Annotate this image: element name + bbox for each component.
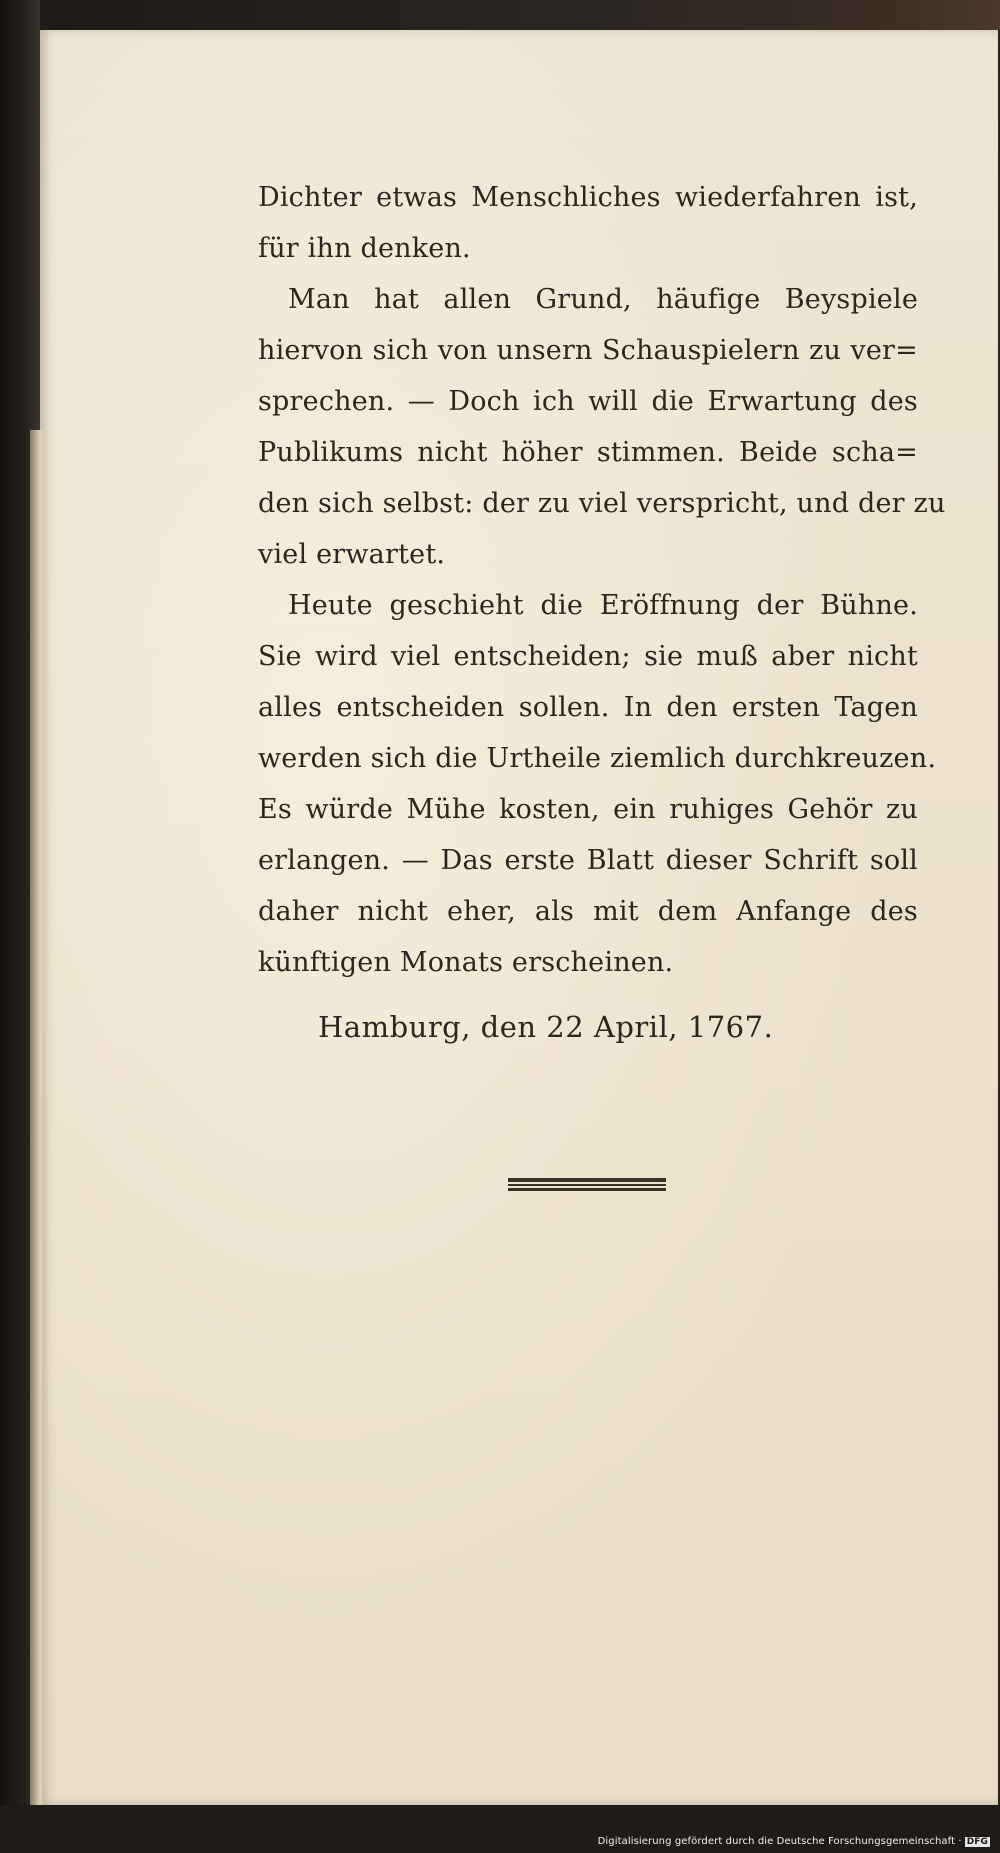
rule-bar	[508, 1178, 666, 1182]
dateline: Hamburg, den 22 April, 1767.	[318, 1010, 774, 1044]
rule-bar	[508, 1188, 666, 1191]
ornamental-rule	[508, 1178, 666, 1192]
digitization-credit	[598, 1836, 990, 1847]
page-edge-shadow	[30, 430, 42, 1810]
text-line: alles entscheiden sollen. In den ersten Tagen	[258, 692, 918, 723]
text-line: hiervon sich von unsern Schauspielern zu ver=	[258, 335, 918, 366]
credit-text: Digitalisierung gefördert durch die Deutsche Forschungsgemeinschaft ·	[597, 1836, 962, 1847]
text-line: Heute geschieht die Eröffnung der Bühne.	[288, 590, 918, 621]
text-line: Publikums nicht höher stimmen. Beide scha=	[258, 437, 918, 468]
text-line: Es würde Mühe kosten, ein ruhiges Gehör zu	[258, 794, 918, 825]
text-line: den sich selbst: der zu viel verspricht, und der zu	[258, 488, 946, 519]
text-line: Sie wird viel entscheiden; sie muß aber nicht	[258, 641, 918, 672]
text-line: künftigen Monats erscheinen.	[258, 947, 674, 978]
text-line: erlangen. — Das erste Blatt dieser Schrift soll	[258, 845, 918, 876]
text-line: sprechen. — Doch ich will die Erwartung des	[258, 386, 918, 417]
text-line: werden sich die Urtheile ziemlich durchkreuzen.	[258, 743, 937, 774]
text-line: Man hat allen Grund, häufige Beyspiele	[288, 284, 918, 315]
rule-bar	[508, 1184, 666, 1186]
text-line: viel erwartet.	[258, 539, 446, 570]
body-text	[258, 172, 946, 988]
text-line: daher nicht eher, als mit dem Anfange des	[258, 896, 918, 927]
scan-background-top	[0, 0, 1000, 30]
text-line: für ihn denken.	[258, 233, 471, 264]
text-line: Dichter etwas Menschliches wiederfahren ist,	[258, 182, 918, 213]
dfg-logo: DFG	[966, 1837, 988, 1847]
